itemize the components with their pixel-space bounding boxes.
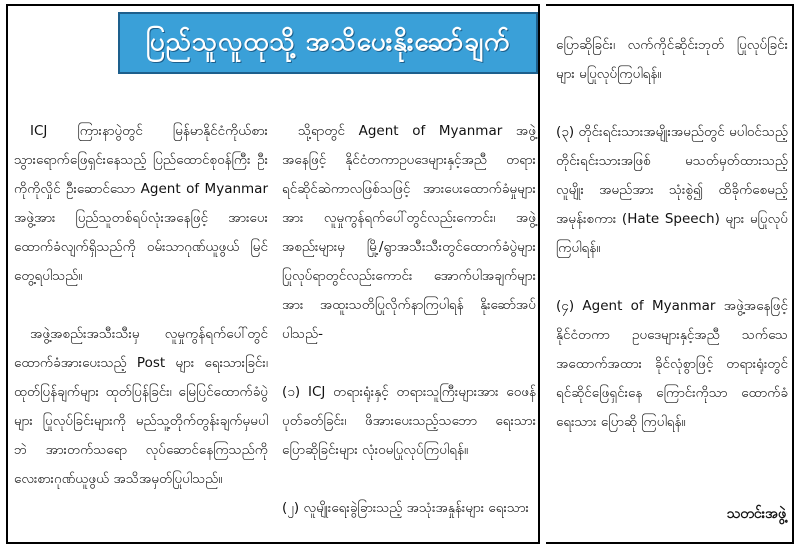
paragraph-3: သို့ရာတွင် Agent of Myanmar အဖွဲ့အနေဖြင့် နိုင်ငံတကာဥပဒေများနှင့်အညီ တရားရင်ဆိုင်ဆဲကာလဖြစ်သဖြင့် အားပေးထောက်ခံမှုများအား လူမှုကွန်ရက်ပေါ်တွင်လည်းကောင်း၊ အဖွဲ့အစည်းများမှ မြို့/ရွာအသီးသီးတွင်ထောက်ခံပွဲများ ပြုလုပ်ရာတွင်လည်းကောင်း အောက်ပါအချက်များအား အထူးသတိပြုလိုက်နာကြပါရန် နိုးဆော်အပ်ပါသည်- xyxy=(282,123,536,342)
list-item-1: (၁) ICJ တရားရုံးနှင့် တရားသူကြီးများအား ဝေဖန်ပုတ်ခတ်ခြင်း၊ ဖိအားပေးသည့်သဘော ရေးသား ပြောဆိုခြင်းများ လုံးဝမပြုလုပ်ကြပါရန်။ xyxy=(282,384,536,458)
signature: သတင်းအဖွဲ့ xyxy=(726,506,786,522)
list-item-2: (၂) လူမျိုးရေးခွဲခြားသည့် အသုံးအနှုန်းများ ရေးသား xyxy=(282,500,529,516)
list-item-3: (၃) တိုင်းရင်းသားအမျိုးအမည်တွင် မပါဝင်သည့် တိုင်းရင်းသားအဖြစ် မသတ်မှတ်ထားသည့် လူမျိုး အမည်အား သုံးစွဲ၍ ထိခိုက်စေမည့် အမုန်းစကား (Hate Speech) များ မပြုလုပ်ကြပါရန်။ xyxy=(556,124,788,256)
paragraph-2: အဖွဲ့အစည်းအသီးသီးမှ လူမှုကွန်ရက်ပေါ်တွင် ထောက်ခံအားပေးသည့် Post များ ရေးသားခြင်း၊ ထုတ်ပြန်ချက်များ ထုတ်ပြန်ခြင်း၊ မြေပြင်ထောက်ခံပွဲများ ပြုလုပ်ခြင်းများကို မည်သူ့တိုက်တွန်းချက်မှမပါဘဲ အားတက်သရော လုပ်ဆောင်နေကြသည်ကို လေးစားဂုဏ်ယူဖွယ် အသိအမှတ်ပြုပါသည်။ xyxy=(14,326,268,487)
notice-title: ပြည်သူလူထုသို့ အသိပေးနိုးဆော်ချက် xyxy=(118,12,538,74)
paragraph-1: ICJ ကြားနာပွဲတွင် မြန်မာနိုင်ငံကိုယ်စား သွားရောက်ဖြေရှင်းနေသည့် ပြည်ထောင်စုဝန်ကြီး ဦးကိုကိုလှိုင် ဦးဆောင်သော Agent of Myanmar အဖွဲ့အား ပြည်သူတစ်ရပ်လုံးအနေဖြင့် အားပေးထောက်ခံလျက်ရှိသည်ကို ဝမ်းသာဂုဏ်ယူဖွယ် မြင်တွေ့ရပါသည်။ xyxy=(14,123,268,284)
column-3 xyxy=(556,2,788,466)
list-item-4: (၄) Agent of Myanmar အဖွဲ့အနေဖြင့် နိုင်ငံတကာ ဥပဒေများနှင့်အညီ သက်သေအထောက်အထား ခိုင်လုံစွာဖြင့် တရားရုံးတွင် ရင်ဆိုင်ဖြေရှင်းနေ ကြောင်းကိုသာ ထောက်ခံရေးသား ပြောဆို ကြပါရန်။ xyxy=(556,298,788,430)
column-2 xyxy=(282,88,536,552)
column-1 xyxy=(14,88,268,523)
list-item-2-continued: ပြောဆိုခြင်း၊ လက်ကိုင်ဆိုင်းဘုတ် ပြုလုပ်ခြင်း များ မပြုလုပ်ကြပါရန်။ xyxy=(556,37,788,82)
